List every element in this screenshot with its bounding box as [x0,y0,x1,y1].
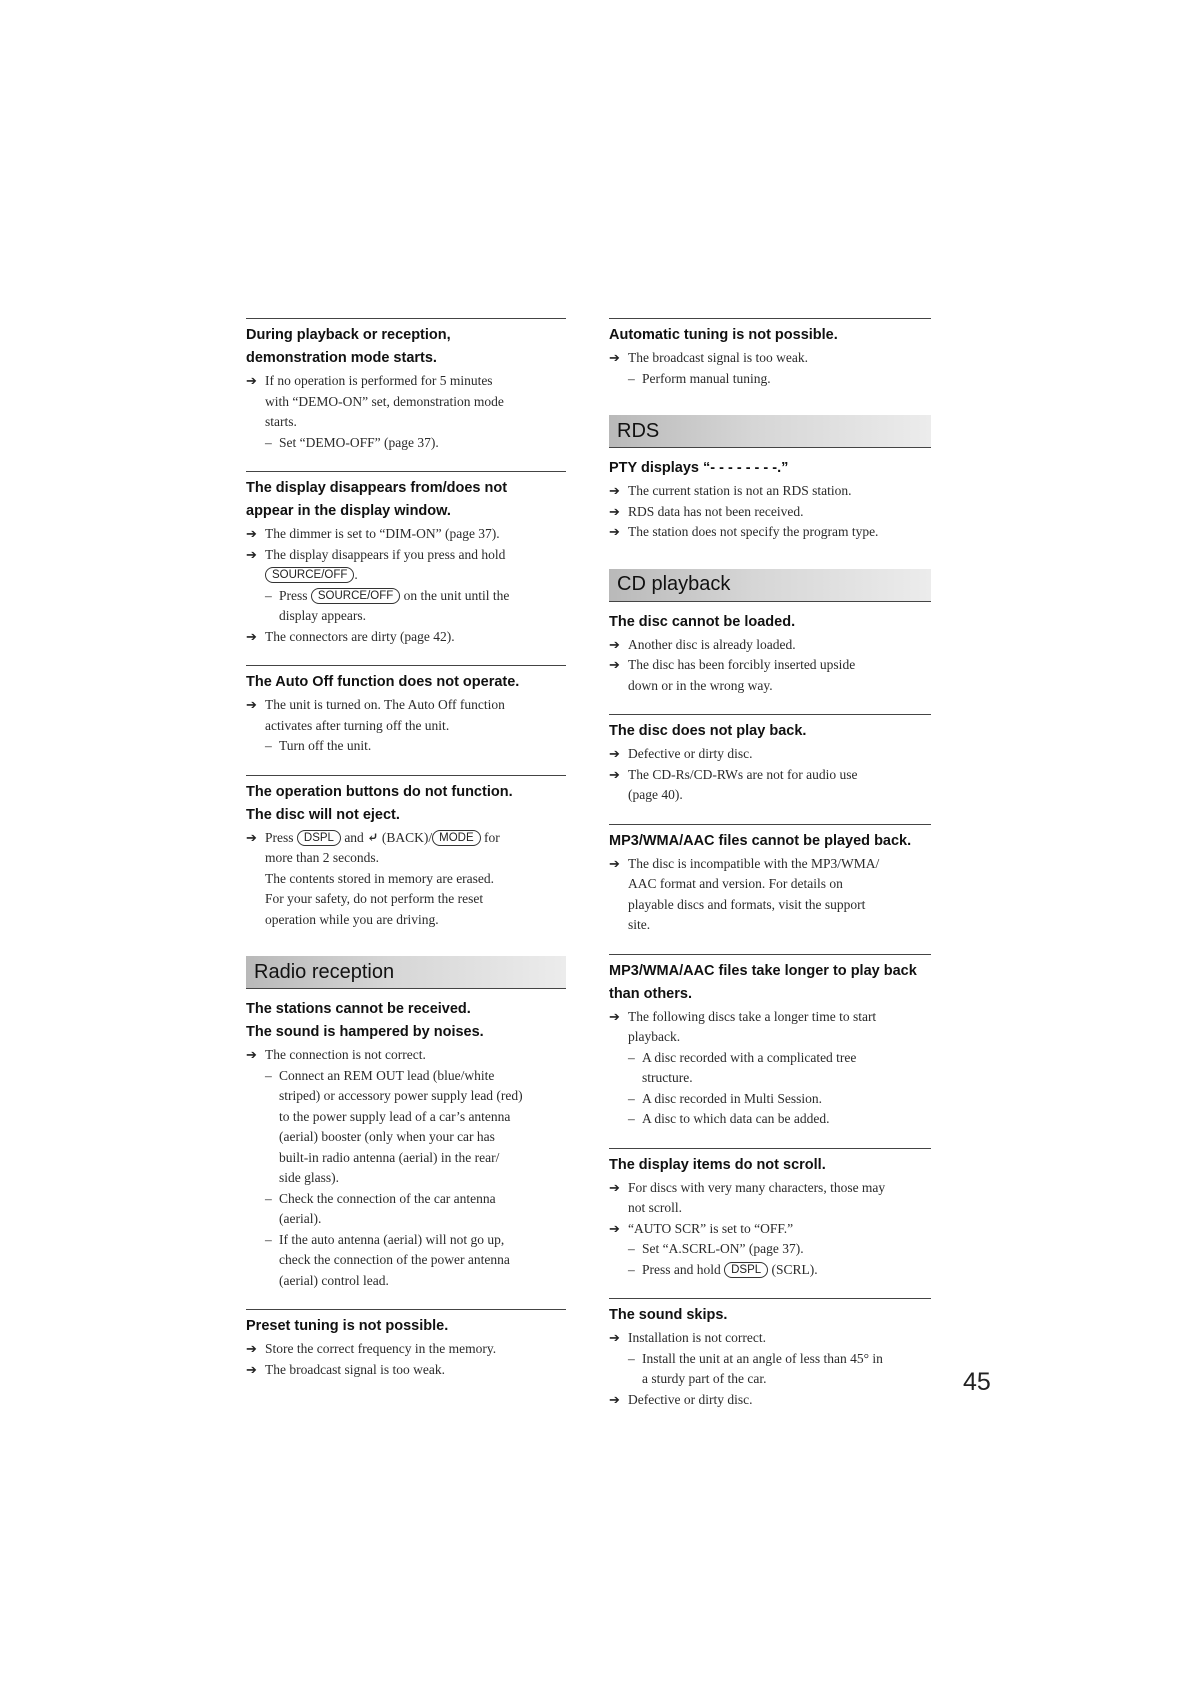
text-run: more than 2 seconds. [265,850,379,865]
dash-bullet: – [628,1049,635,1065]
arrow-icon: ➔ [609,855,620,871]
troubleshooting-entry [246,665,566,757]
text-run: The following discs take a longer time to start [628,1008,877,1024]
troubleshooting-entry [246,1309,566,1380]
cause-item [246,1339,566,1360]
solution-continuation [246,1086,566,1107]
problem-title: than others. [609,985,692,1002]
dash-bullet: – [628,1111,635,1126]
cause-item [246,1360,566,1381]
solution-continuation [246,1127,566,1148]
text-run: Installation is not correct. [628,1330,766,1345]
dash-bullet: – [628,1241,635,1256]
arrow-icon: ➔ [609,1008,620,1024]
solution-item [609,1109,931,1130]
solution-continuation [246,1271,566,1292]
troubleshooting-entry [609,458,931,543]
text-run: and [340,829,368,845]
text-run: A disc to which data can be added. [642,1111,830,1126]
solution-item [246,736,566,757]
button-key-icon: DSPL [297,830,341,846]
text-run: (SCRL). [768,1261,818,1277]
text-run: Turn off the unit. [279,738,372,753]
arrow-icon: ➔ [609,1220,620,1236]
solution-item [609,369,931,390]
cause-continuation [609,1198,931,1219]
cause-continuation [609,1027,931,1048]
text-run: Connect an REM OUT lead (blue/white [279,1067,495,1083]
dash-bullet: – [265,1231,272,1247]
troubleshooting-entry [609,824,931,936]
solution-continuation [246,1209,566,1230]
arrow-icon: ➔ [609,746,620,761]
text-run: A disc recorded with a complicated tree [642,1049,857,1065]
text-run: Defective or dirty disc. [628,1391,753,1407]
problem-title: PTY displays “- - - - - - - -.” [609,460,789,476]
cause-item [246,371,566,392]
solution-continuation [609,1068,931,1089]
problem-title: The stations cannot be received. [246,1001,471,1017]
text-run: The unit is turned on. The Auto Off function [265,697,505,712]
solution-item [609,1048,931,1069]
solution-item [609,1260,931,1281]
cause-continuation [609,915,931,936]
arrow-icon: ➔ [246,526,257,541]
solution-continuation [246,1168,566,1189]
dash-bullet: – [265,434,272,450]
cause-continuation [246,412,566,433]
arrow-icon: ➔ [246,697,257,712]
text-run: display appears. [279,608,366,623]
text-run: Set “A.SCRL-ON” (page 37). [642,1241,804,1256]
text-run: The contents stored in memory are erased. [265,870,495,886]
cause-item [609,635,931,656]
arrow-icon: ➔ [609,503,620,519]
text-run: striped) or accessory power supply lead (red) [279,1088,523,1103]
problem-title: The disc does not play back. [609,723,807,739]
solution-item [609,1089,931,1110]
arrow-icon: ➔ [609,636,620,652]
cause-continuation [609,895,931,916]
text-run: The current station is not an RDS station. [628,483,852,498]
arrow-icon: ➔ [246,546,257,562]
text-run: a sturdy part of the car. [642,1371,767,1386]
cause-continuation [246,565,566,586]
text-run: Press [279,587,311,603]
button-key-icon: SOURCE/OFF [265,567,354,583]
text-run: starts. [265,414,297,429]
text-run: The station does not specify the program type. [628,524,879,539]
troubleshooting-entry [246,999,566,1291]
cause-item [609,655,931,676]
arrow-icon: ➔ [609,524,620,539]
text-run: check the connection of the power antenna [279,1252,510,1267]
text-run: (aerial). [279,1211,322,1226]
solution-item [609,1239,931,1260]
troubleshooting-entry [609,612,931,697]
dash-bullet: – [265,1190,272,1206]
problem-title: The display disappears from/does not [246,480,508,496]
text-run: Another disc is already loaded. [628,636,796,652]
button-key-icon: MODE [432,830,481,846]
dash-bullet: – [628,1090,635,1106]
text-run: Perform manual tuning. [642,370,771,386]
cause-item [609,348,931,369]
text-run: to the power supply lead of a car’s antenna [279,1108,511,1124]
arrow-icon: ➔ [609,1330,620,1345]
cause-continuation [609,785,931,806]
problem-title: MP3/WMA/AAC files cannot be played back. [609,832,912,849]
problem-title: The disc cannot be loaded. [609,613,796,630]
text-run: Install the unit at an angle of less than 45° in [642,1350,883,1366]
cause-continuation [609,676,931,697]
arrow-icon: ➔ [246,373,257,388]
text-run: Press [265,829,297,845]
cause-item [246,695,566,716]
solution-item [246,1189,566,1210]
text-run: . [354,567,358,582]
text-run: For discs with very many characters, those may [628,1179,886,1195]
page-number: 45 [963,1368,991,1396]
cause-continuation [246,848,566,869]
text-run: The disc has been forcibly inserted upside [628,657,856,672]
troubleshooting-entry [246,775,566,931]
section-heading: RDS [609,415,931,448]
text-run: Set “DEMO-OFF” (page 37). [279,434,439,450]
problem-title: The Auto Off function does not operate. [246,674,520,690]
solution-continuation [246,1250,566,1271]
cause-item [609,522,931,543]
arrow-icon: ➔ [609,1391,620,1407]
cause-item [246,828,566,849]
arrow-icon: ➔ [609,766,620,782]
text-run: The disc is incompatible with the MP3/WMA/ [628,855,880,871]
dash-bullet: – [265,738,272,753]
left-column [246,318,566,1398]
button-key-icon: SOURCE/OFF [311,588,400,604]
text-run: Defective or dirty disc. [628,746,753,761]
cause-continuation [246,392,566,413]
text-run: “AUTO SCR” is set to “OFF.” [628,1220,794,1236]
text-run: RDS data has not been received. [628,503,804,519]
cause-continuation [609,874,931,895]
text-run: built-in radio antenna (aerial) in the rear/ [279,1149,500,1165]
section-heading: Radio reception [246,956,566,989]
troubleshooting-entry [609,714,931,806]
text-run: (page 40). [628,787,683,802]
text-run: If no operation is performed for 5 minutes [265,373,493,388]
section-heading: CD playback [609,569,931,602]
text-run: For your safety, do not perform the reset [265,891,484,906]
arrow-icon: ➔ [246,1361,257,1377]
text-run: for [480,829,500,845]
troubleshooting-entry [246,471,566,647]
cause-item [609,1328,931,1349]
text-run: Store the correct frequency in the memory. [265,1341,497,1356]
arrow-icon: ➔ [246,1341,257,1356]
problem-title: The display items do not scroll. [609,1156,826,1173]
cause-item [609,502,931,523]
text-run: operation while you are driving. [265,911,439,927]
cause-item [609,1007,931,1028]
text-run: The dimmer is set to “DIM-ON” (page 37). [265,526,500,541]
problem-title: The sound is hampered by noises. [246,1024,484,1040]
text-run: Press and hold [642,1261,725,1277]
cause-item [609,481,931,502]
troubleshooting-entry [609,1298,931,1410]
text-run: The CD-Rs/CD-RWs are not for audio use [628,766,858,782]
solution-item [246,586,566,607]
solution-continuation [246,606,566,627]
text-run: A disc recorded in Multi Session. [642,1090,822,1106]
solution-item [609,1349,931,1370]
cause-item [246,524,566,545]
solution-continuation [246,1107,566,1128]
cause-item [609,1178,931,1199]
text-run: Check the connection of the car antenna [279,1190,496,1206]
solution-item [246,1066,566,1087]
solution-item [246,433,566,454]
cause-item [609,1390,931,1411]
back-icon: ⤶ [367,829,379,845]
text-run: The broadcast signal is too weak. [628,350,808,365]
cause-item [609,854,931,875]
text-run: activates after turning off the unit. [265,717,450,733]
problem-title: Automatic tuning is not possible. [609,327,838,343]
text-run: playback. [628,1029,681,1044]
problem-title: MP3/WMA/AAC files take longer to play back [609,962,917,979]
arrow-icon: ➔ [246,628,257,644]
troubleshooting-entry [609,1148,931,1281]
text-run: If the auto antenna (aerial) will not go up, [279,1231,505,1247]
solution-item [246,1230,566,1251]
text-run: (aerial) booster (only when your car has [279,1129,495,1144]
text-run: (BACK)/ [378,829,433,845]
text-run: on the unit until the [400,587,510,603]
problem-title: appear in the display window. [246,503,451,519]
problem-title: The operation buttons do not function. [246,783,513,800]
text-run: AAC format and version. For details on [628,876,843,891]
text-run: The connection is not correct. [265,1047,426,1062]
cause-item [609,765,931,786]
arrow-icon: ➔ [246,829,257,845]
troubleshooting-entry [609,318,931,389]
text-run: down or in the wrong way. [628,677,773,693]
text-run: The connectors are dirty (page 42). [265,628,455,644]
problem-title: The sound skips. [609,1307,728,1323]
troubleshooting-entry [246,318,566,453]
problem-title: demonstration mode starts. [246,350,437,366]
arrow-icon: ➔ [246,1047,257,1062]
text-run: (aerial) control lead. [279,1272,389,1288]
problem-title: Preset tuning is not possible. [246,1318,449,1334]
text-run: site. [628,917,651,932]
text-run: not scroll. [628,1200,682,1215]
cause-item [246,627,566,648]
solution-continuation [246,1148,566,1169]
dash-bullet: – [628,1350,635,1366]
cause-continuation [246,910,566,931]
dash-bullet: – [628,1261,635,1277]
arrow-icon: ➔ [609,350,620,365]
problem-title: During playback or reception, [246,327,451,343]
text-run: with “DEMO-ON” set, demonstration mode [265,393,504,409]
arrow-icon: ➔ [609,657,620,672]
cause-continuation [246,869,566,890]
right-column [609,318,931,1428]
problem-title: The disc will not eject. [246,806,400,823]
text-run: side glass). [279,1170,339,1185]
cause-item [246,1045,566,1066]
text-run: The broadcast signal is too weak. [265,1361,445,1377]
dash-bullet: – [628,370,635,386]
text-run: playable discs and formats, visit the support [628,896,866,912]
text-run: The display disappears if you press and hold [265,546,506,562]
button-key-icon: DSPL [724,1262,768,1278]
solution-continuation [609,1369,931,1390]
cause-item [246,545,566,566]
arrow-icon: ➔ [609,1179,620,1195]
text-run: structure. [642,1070,693,1085]
dash-bullet: – [265,1067,272,1083]
dash-bullet: – [265,587,272,603]
cause-continuation [246,889,566,910]
troubleshooting-entry [609,954,931,1130]
cause-item [609,1219,931,1240]
cause-continuation [246,716,566,737]
cause-item [609,744,931,765]
arrow-icon: ➔ [609,483,620,498]
